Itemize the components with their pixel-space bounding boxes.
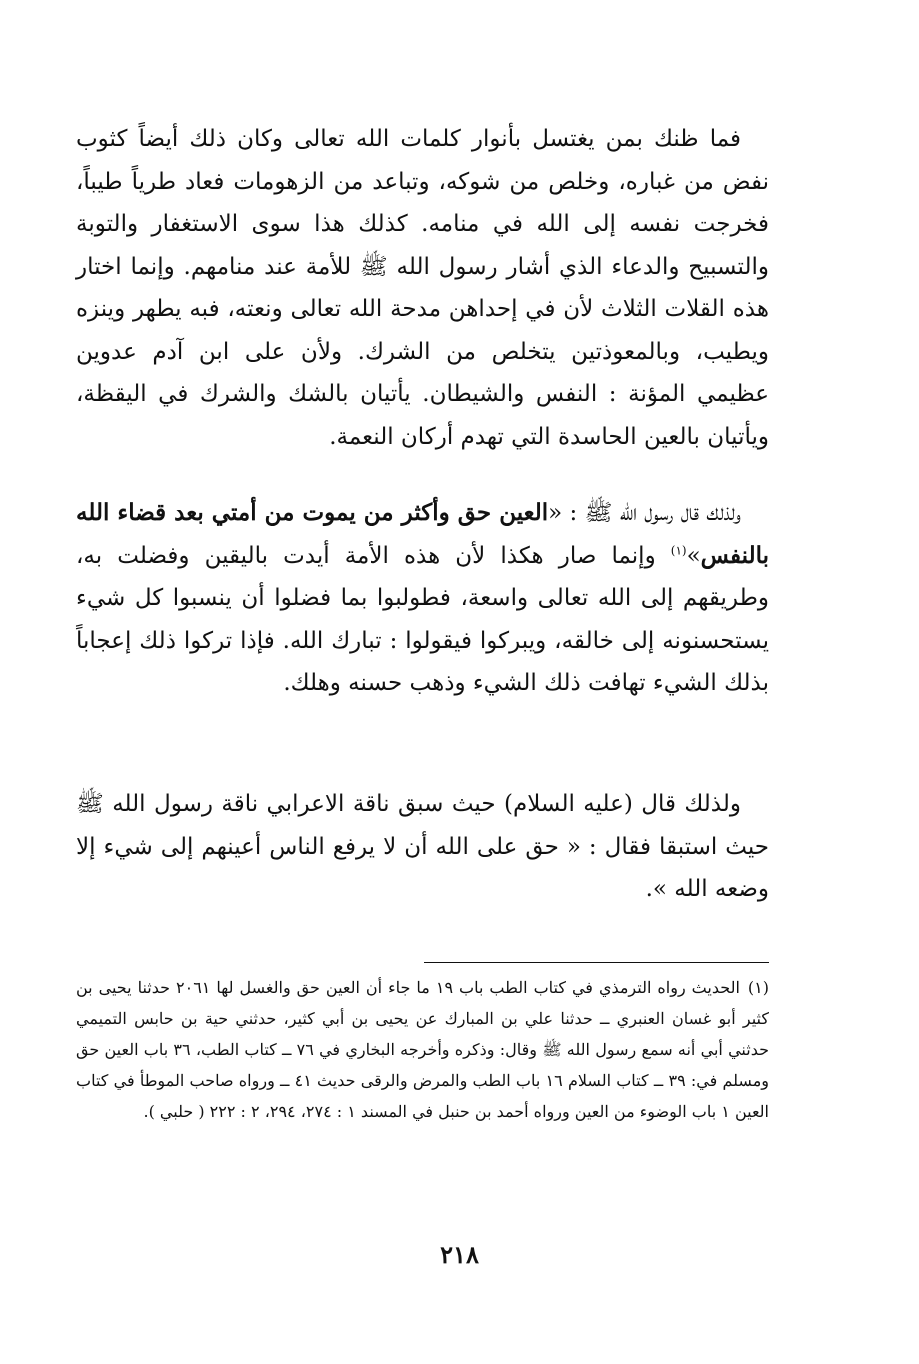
footnote-reference: (١) [670, 542, 687, 557]
paragraph-2-rest: وإنما صار هكذا لأن هذه الأمة أيدت باليقين وفضلت به، وطريقهم إلى الله تعالى واسعة، فطولبوا بما فضلوا أن ينسبوا كل شيء يستحسنونه إلى خالقه، ويبركوا فيقولوا : تبارك الله. فإذا تركوا ذلك إعجاباً بذلك الشيء تهافت ذلك الشيء وذهب حسنه وهلك. [76, 542, 769, 696]
hadith-quote: العين حق وأكثر من يموت من أمتي بعد قضاء الله بالنفس [76, 499, 769, 569]
quote-close: » [686, 542, 701, 569]
paragraph-3: ولذلك قال (عليه السلام) حيث سبق ناقة الاعرابي ناقة رسول الله ﷺ حيث استبقا فقال : « حق على الله أن لا يرفع الناس أعينهم إلى شيء إلا وضعه الله ». [76, 791, 769, 902]
footnote-divider [424, 962, 769, 963]
paragraph-1: فما ظنك بمن يغتسل بأنوار كلمات الله تعالى وكان ذلك أيضاً كثوب نفض من غباره، وخلص من شوكه، وتباعد من الزهومات فعاد طرياً طيباً، فخرجت نفسه إلى الله في منامه. كذلك هذا سوى الاستغفار والتوبة والتسبيح والدعاء الذي أشار رسول الله ﷺ للأمة عند منامهم. وإنما اختار هذه القلات الثلاث لأن في إحداهن مدحة الله تعالى ونعته، فبه يطهر وينزه ويطيب، وبالمعوذتين يتخلص من الشرك. ولأن على ابن آدم عدوين عظيمي المؤنة : النفس والشيطان. يأتيان بالشك والشرك في اليقظة، ويأتيان بالعين الحاسدة التي تهدم أركان النعمة. [76, 126, 769, 450]
footnote [76, 972, 769, 1127]
paragraph-1-block [76, 118, 769, 458]
paragraph-2 [76, 492, 769, 705]
paragraph-2-block [76, 492, 769, 705]
footnote-text: الحديث رواه الترمذي في كتاب الطب باب ١٩ ما جاء أن العين حق والغسل لها ٢٠٦١ حدثنا يحيى بن كثير أبو غسان العنبري ــ حدثنا علي بن المبارك عن يحيى بن أبي كثير، حدثني حية بن حابس التميمي حدثني أبي أنه سمع رسول الله ﷺ وقال: وذكره وأخرجه البخاري في ٧٦ ــ كتاب الطب، ٣٦ باب العين حق ومسلم في: ٣٩ ــ كتاب السلام ١٦ باب الطب والمرض والرقى حديث ٤١ ــ ورواه صاحب الموطأ في كتاب العين ١ باب الوضوء من العين ورواه أحمد بن حنبل في المسند ١ : ٢٧٤، ٢٩٤، ٢ : ٢٢٢ ( حلبي ). [76, 978, 770, 1121]
page-number: ٢١٨ [440, 1240, 479, 1269]
paragraph-2-lead: ولذلك قال رسول الله ﷺ : « [548, 500, 741, 526]
footnote-number: (١) [747, 978, 769, 997]
paragraph-3-block [76, 783, 769, 911]
